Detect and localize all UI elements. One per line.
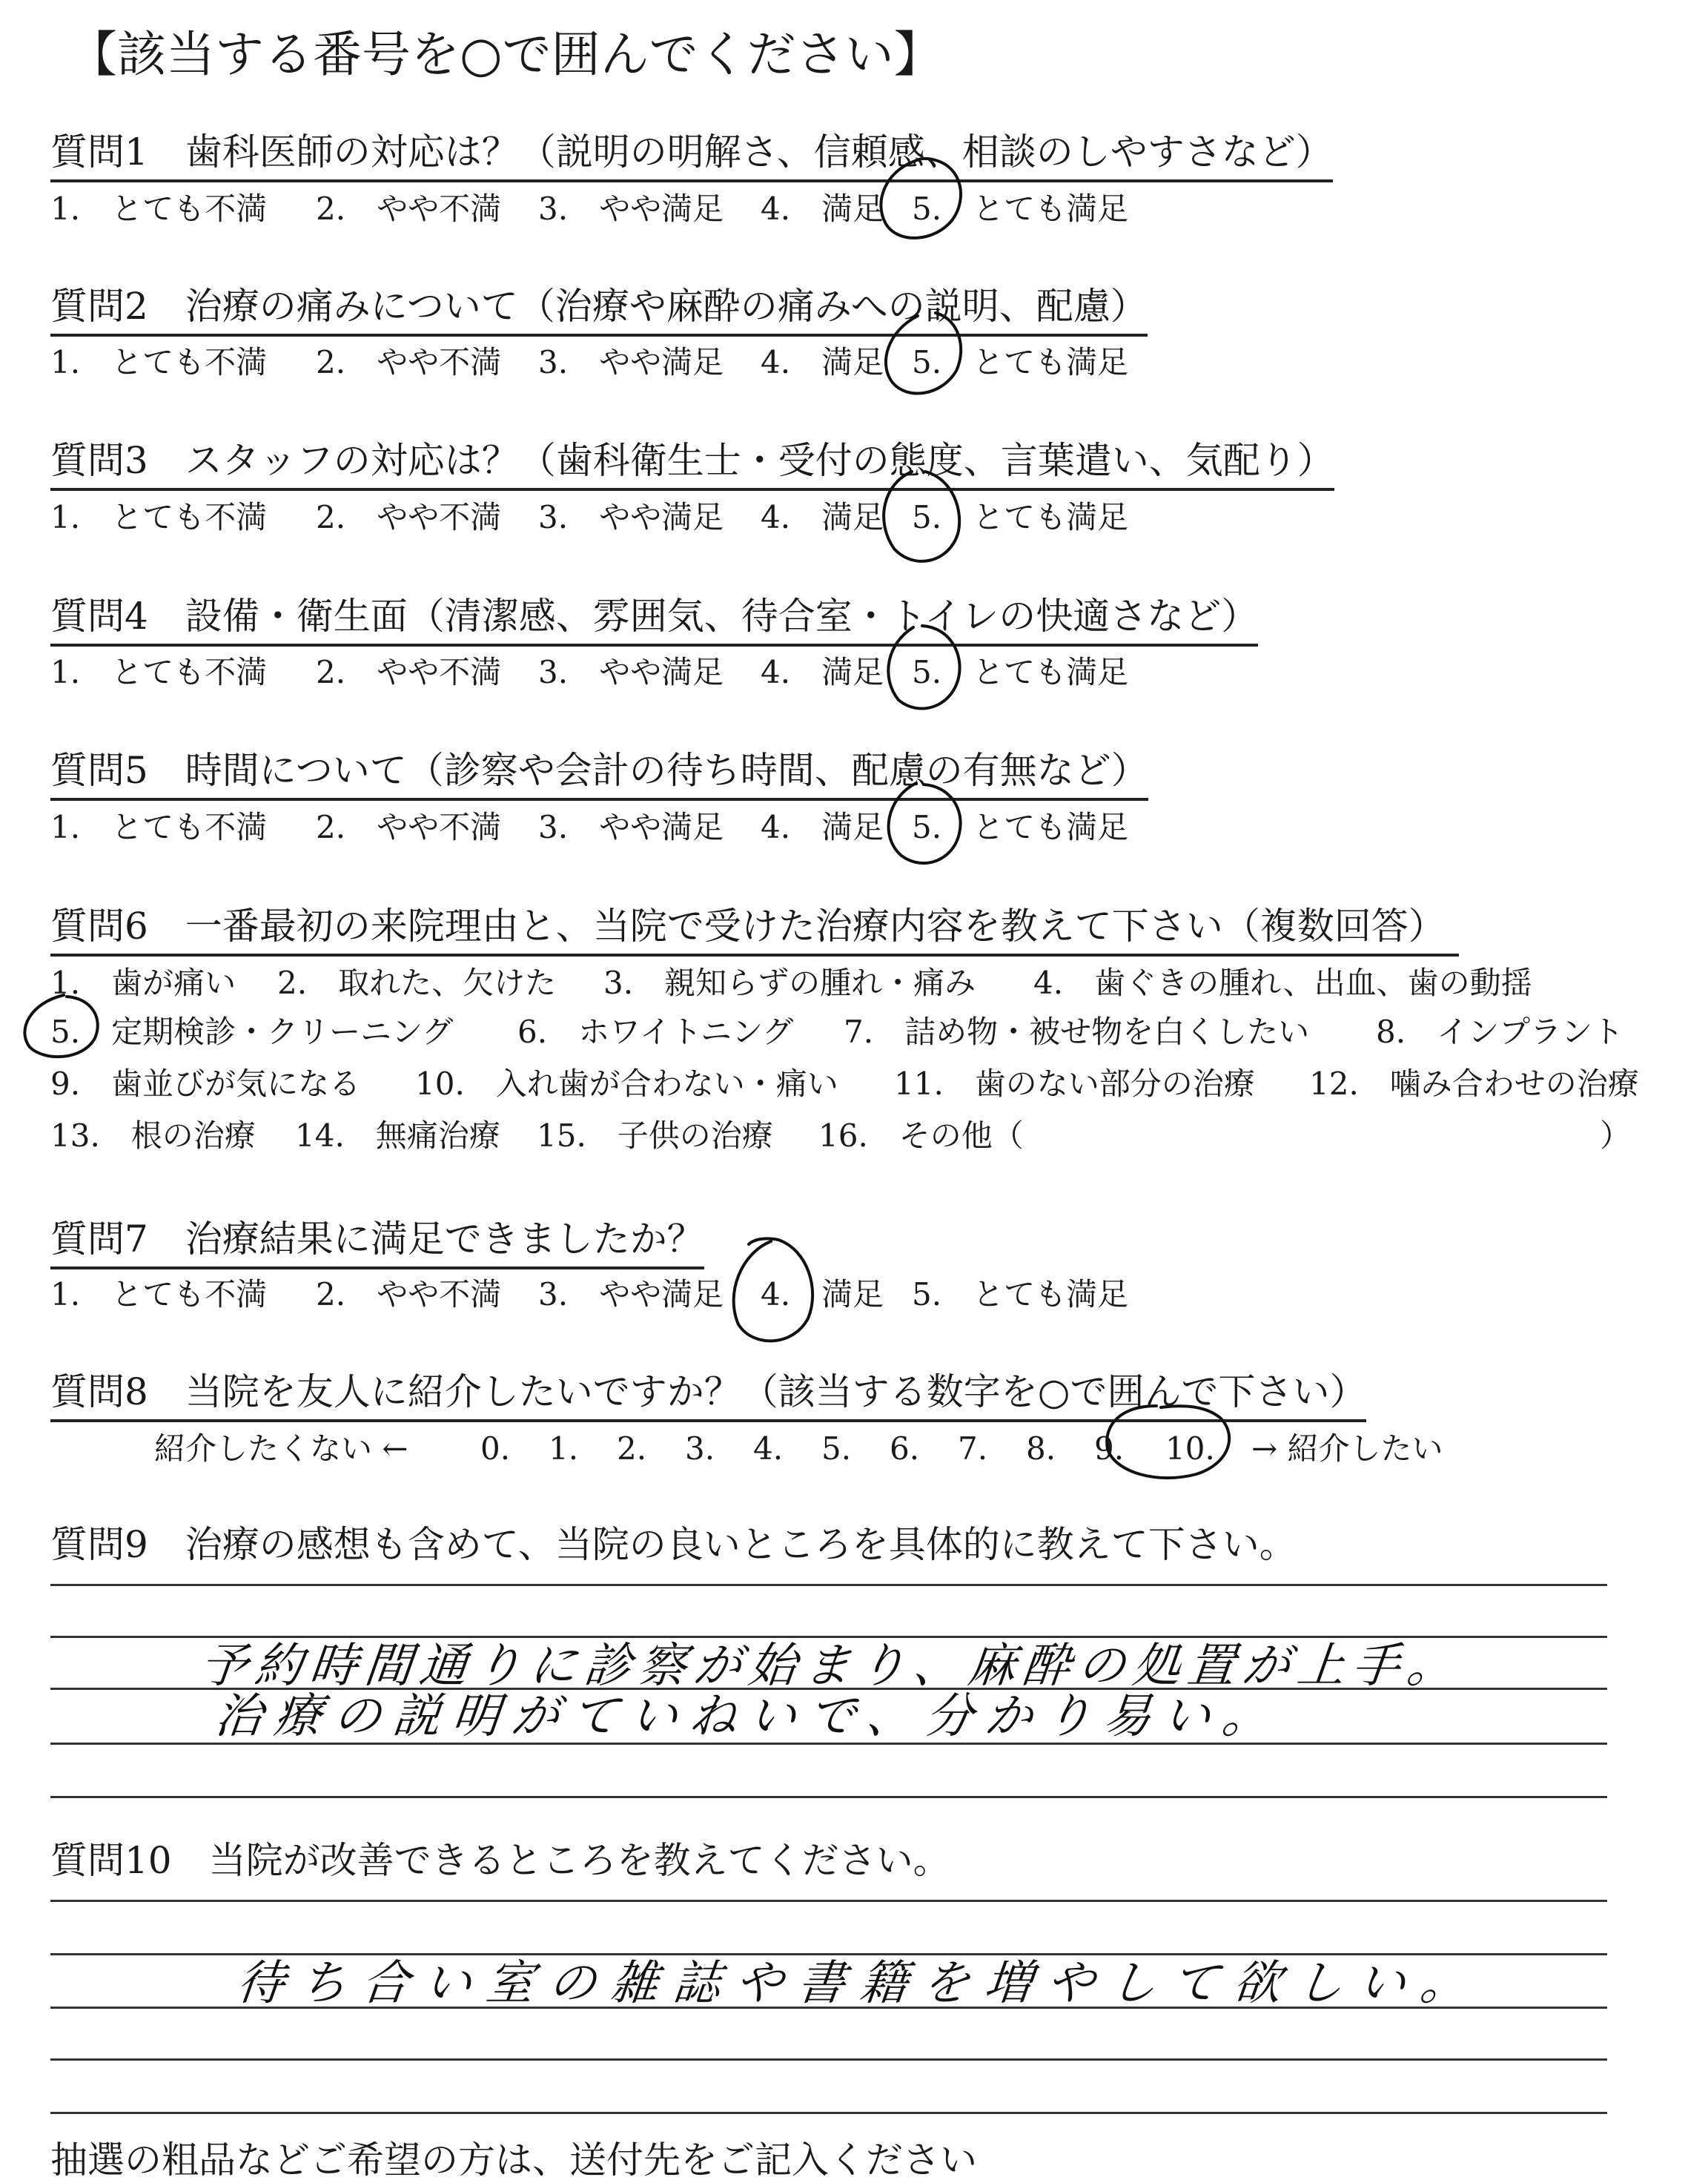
question-2-title: 質問2 治療の痛みについて（治療や麻酔の痛みへの説明、配慮） [50, 283, 1148, 337]
scale-9[interactable]: 9. [1094, 1430, 1125, 1467]
option-3[interactable]: 3. やや満足 [538, 1276, 724, 1312]
option-9[interactable]: 9. 歯並びが気になる [50, 1066, 361, 1102]
scale-0[interactable]: 0. [480, 1430, 511, 1467]
question-7-title: 質問7 治療結果に満足できましたか？ [50, 1216, 704, 1269]
option-5[interactable]: 5. とても満足 [912, 809, 1129, 845]
handwritten-answer-10[interactable]: 待ち合い室の雑誌や書籍を増やして欲しい。 [234, 1956, 1486, 2011]
question-10-title: 質問10 当院が改善できるところを教えてください。 [50, 1839, 950, 1882]
option-5[interactable]: 5. とても満足 [912, 1276, 1129, 1312]
footer-fragment: 抽選の粗品などご希望の方は、送付先をご記入ください [50, 2139, 977, 2182]
question-8-title: 質問8 当院を友人に紹介したいですか？（該当する数字を○で囲んで下さい） [50, 1369, 1366, 1422]
option-5[interactable]: 5. とても満足 [912, 499, 1129, 535]
option-4[interactable]: 4. 満足 [761, 499, 884, 535]
option-7[interactable]: 7. 詰め物・被せ物を白くしたい [844, 1014, 1310, 1050]
answer-line [50, 1796, 1607, 1798]
answer-line [50, 1953, 1607, 1955]
question-3-title: 質問3 スタッフの対応は？（歯科衛生士・受付の態度、言葉遣い、気配り） [50, 437, 1334, 491]
option-12[interactable]: 12. 噛み合わせの治療 [1309, 1066, 1639, 1102]
option-4[interactable]: 4. 歯ぐきの腫れ、出血、歯の動揺 [1033, 965, 1532, 1001]
option-1[interactable]: 1. とても不満 [50, 1276, 268, 1312]
answer-line [50, 1900, 1607, 1902]
option-2[interactable]: 2. やや不満 [316, 809, 502, 845]
option-3[interactable]: 3. 親知らずの腫れ・痛み [603, 965, 976, 1001]
option-13[interactable]: 13. 根の治療 [50, 1117, 256, 1154]
option-5[interactable]: 5. とても満足 [912, 191, 1129, 227]
question-1-title: 質問1 歯科医師の対応は？（説明の明解さ、信頼感、相談のしやすさなど） [50, 129, 1333, 182]
question-4-title: 質問4 設備・衛生面（清潔感、雰囲気、待合室・トイレの快適さなど） [50, 593, 1258, 647]
option-8[interactable]: 8. インプラント [1376, 1014, 1624, 1050]
scale-4[interactable]: 4. [753, 1430, 784, 1467]
option-14[interactable]: 14. 無痛治療 [295, 1117, 500, 1154]
answer-line [50, 2112, 1607, 2114]
option-16[interactable]: 16. その他（ [818, 1117, 1024, 1154]
option-2[interactable]: 2. やや不満 [316, 654, 502, 690]
option-2[interactable]: 2. やや不満 [316, 1276, 502, 1312]
scale-3[interactable]: 3. [685, 1430, 715, 1467]
scale-right-label: → 紹介したい [1251, 1430, 1443, 1467]
scale-1[interactable]: 1. [549, 1430, 579, 1467]
option-5[interactable]: 5. 定期検診・クリーニング [50, 1014, 454, 1050]
question-9-title: 質問9 治療の感想も含めて、当院の良いところを具体的に教えて下さい。 [50, 1523, 1297, 1566]
option-3[interactable]: 3. やや満足 [538, 499, 724, 535]
scale-7[interactable]: 7. [958, 1430, 988, 1467]
option-5[interactable]: 5. とても満足 [912, 344, 1129, 380]
scale-6[interactable]: 6. [890, 1430, 920, 1467]
option-10[interactable]: 10. 入れ歯が合わない・痛い [415, 1066, 838, 1102]
option-1[interactable]: 1. とても不満 [50, 809, 268, 845]
option-1[interactable]: 1. とても不満 [50, 191, 268, 227]
option-15[interactable]: 15. 子供の治療 [537, 1117, 773, 1154]
option-4[interactable]: 4. 満足 [761, 654, 884, 690]
option-3[interactable]: 3. やや満足 [538, 191, 724, 227]
option-2[interactable]: 2. やや不満 [316, 191, 502, 227]
option-6[interactable]: 6. ホワイトニング [517, 1014, 794, 1050]
option-3[interactable]: 3. やや満足 [538, 654, 724, 690]
option-4[interactable]: 4. 満足 [761, 809, 884, 845]
handwritten-answer-9-line-2[interactable]: 治療の説明がていねいで、分かり易い。 [212, 1689, 1285, 1744]
option-2[interactable]: 2. 取れた、欠けた [277, 965, 557, 1001]
option-16-close-paren: ） [1600, 1117, 1632, 1154]
option-4[interactable]: 4. 満足 [761, 344, 884, 380]
scale-2[interactable]: 2. [617, 1430, 647, 1467]
answer-line [50, 1584, 1607, 1586]
option-1[interactable]: 1. とても不満 [50, 654, 268, 690]
answer-line [50, 2058, 1607, 2061]
form-instruction-header: 【該当する番号を○で囲んでください】 [68, 26, 943, 83]
scale-left-label: 紹介したくない ← [154, 1430, 408, 1467]
option-4[interactable]: 4. 満足 [761, 191, 884, 227]
option-1[interactable]: 1. 歯が痛い [50, 965, 236, 1001]
option-2[interactable]: 2. やや不満 [316, 344, 502, 380]
option-4[interactable]: 4. 満足 [761, 1276, 884, 1312]
question-5-title: 質問5 時間について（診察や会計の待ち時間、配慮の有無など） [50, 747, 1148, 801]
option-3[interactable]: 3. やや満足 [538, 809, 724, 845]
scale-8[interactable]: 8. [1026, 1430, 1056, 1467]
option-1[interactable]: 1. とても不満 [50, 499, 268, 535]
option-1[interactable]: 1. とても不満 [50, 344, 268, 380]
option-11[interactable]: 11. 歯のない部分の治療 [894, 1066, 1255, 1102]
option-3[interactable]: 3. やや満足 [538, 344, 724, 380]
scale-10[interactable]: 10. [1165, 1430, 1215, 1467]
answer-line [50, 1636, 1607, 1638]
option-5[interactable]: 5. とても満足 [912, 654, 1129, 690]
scale-5[interactable]: 5. [821, 1430, 852, 1467]
option-2[interactable]: 2. やや不満 [316, 499, 502, 535]
handwritten-answer-9-line-1[interactable]: 予約時間通りに診察が始まり、麻酔の処置が上手。 [197, 1639, 1465, 1694]
question-6-title: 質問6 一番最初の来院理由と、当院で受けた治療内容を教えて下さい（複数回答） [50, 903, 1459, 957]
